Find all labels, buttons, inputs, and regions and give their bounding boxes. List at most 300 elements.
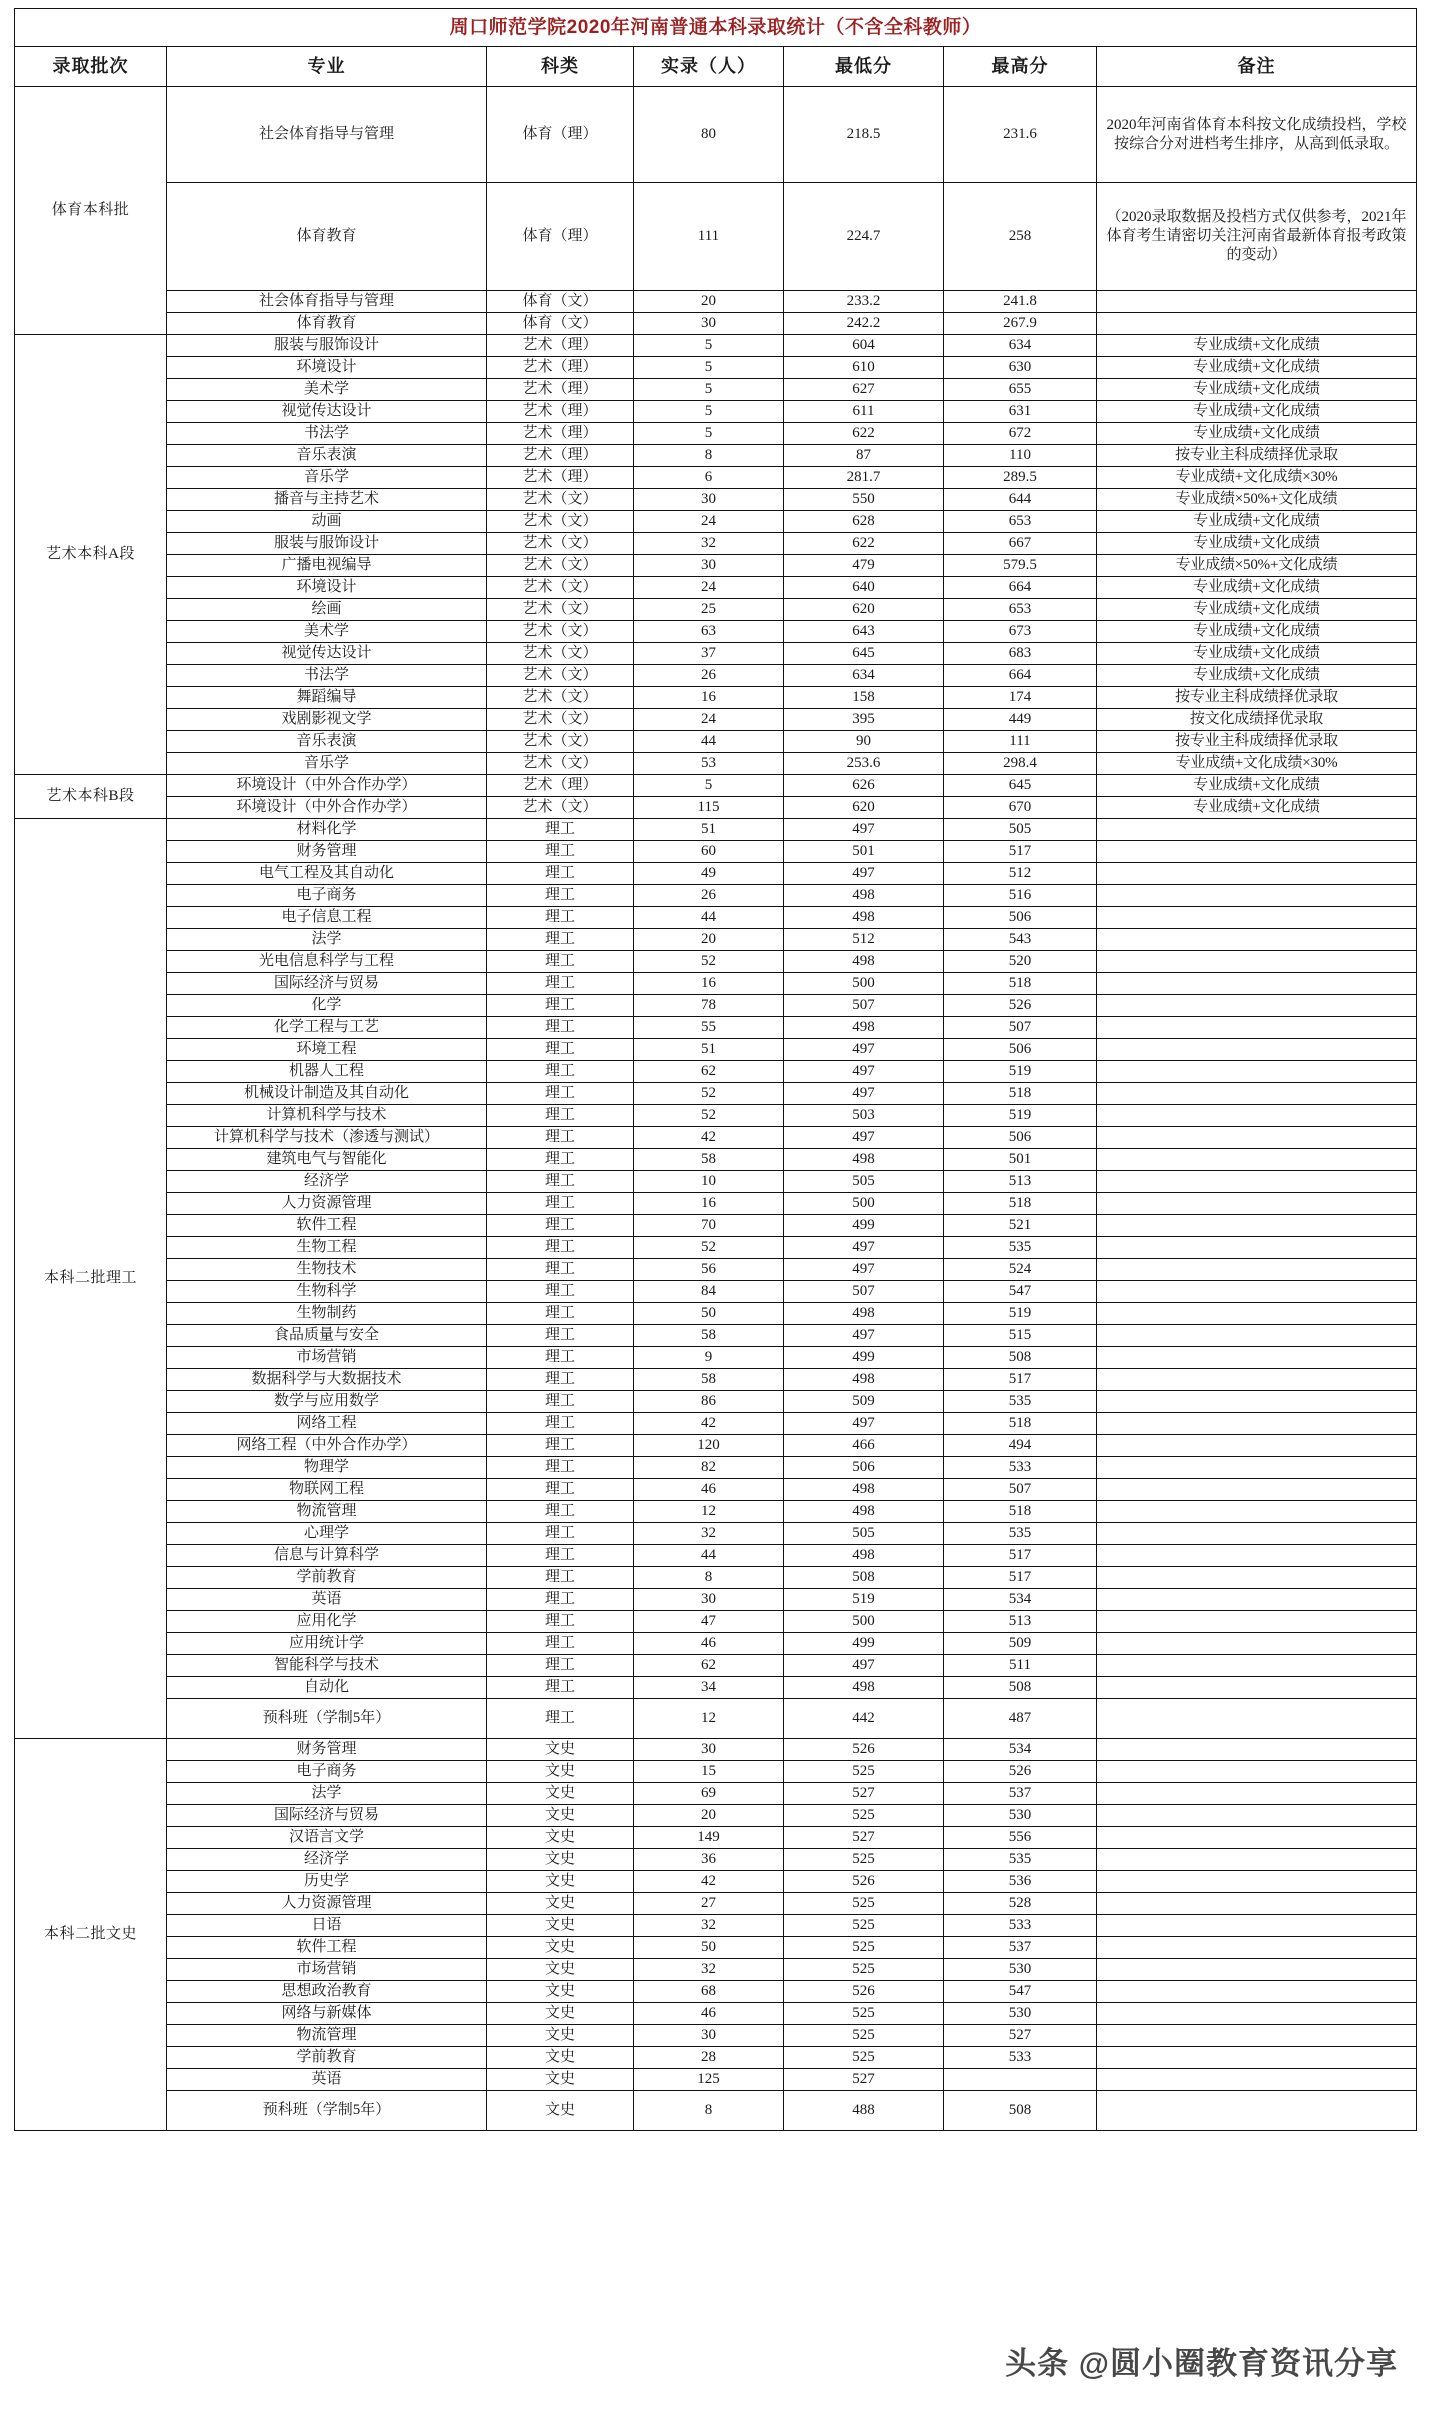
max-score-cell: 533	[944, 1457, 1097, 1479]
table-row	[15, 863, 1417, 885]
admission-statistics-table	[14, 8, 1417, 2131]
enrolled-cell: 30	[634, 489, 784, 511]
column-header-min-score: 最低分	[784, 47, 944, 87]
enrolled-cell: 8	[634, 445, 784, 467]
max-score-cell: 517	[944, 1369, 1097, 1391]
remark-cell: 专业成绩×50%+文化成绩	[1097, 489, 1417, 511]
enrolled-cell: 12	[634, 1501, 784, 1523]
enrolled-cell: 44	[634, 731, 784, 753]
remark-cell	[1097, 2091, 1417, 2131]
major-cell: 化学	[167, 995, 487, 1017]
max-score-cell: 547	[944, 1281, 1097, 1303]
major-cell: 财务管理	[167, 1739, 487, 1761]
category-cell: 文史	[487, 1827, 634, 1849]
table-row	[15, 1633, 1417, 1655]
remark-cell	[1097, 1545, 1417, 1567]
min-score-cell: 622	[784, 533, 944, 555]
major-cell: 动画	[167, 511, 487, 533]
enrolled-cell: 5	[634, 357, 784, 379]
max-score-cell: 487	[944, 1699, 1097, 1739]
remark-cell	[1097, 973, 1417, 995]
enrolled-cell: 32	[634, 1523, 784, 1545]
min-score-cell: 498	[784, 1369, 944, 1391]
min-score-cell: 499	[784, 1633, 944, 1655]
min-score-cell: 525	[784, 1805, 944, 1827]
category-cell: 理工	[487, 1039, 634, 1061]
min-score-cell: 519	[784, 1589, 944, 1611]
min-score-cell: 497	[784, 1259, 944, 1281]
min-score-cell: 610	[784, 357, 944, 379]
max-score-cell: 494	[944, 1435, 1097, 1457]
major-cell: 物理学	[167, 1457, 487, 1479]
major-cell: 美术学	[167, 621, 487, 643]
max-score-cell: 534	[944, 1739, 1097, 1761]
max-score-cell: 645	[944, 775, 1097, 797]
remark-cell	[1097, 1633, 1417, 1655]
remark-cell	[1097, 1303, 1417, 1325]
remark-cell	[1097, 1567, 1417, 1589]
category-cell: 艺术（理）	[487, 775, 634, 797]
category-cell: 理工	[487, 1171, 634, 1193]
remark-cell	[1097, 1611, 1417, 1633]
remark-cell: 按文化成绩择优录取	[1097, 709, 1417, 731]
remark-cell: 按专业主科成绩择优录取	[1097, 687, 1417, 709]
category-cell: 理工	[487, 1281, 634, 1303]
page-title: 周口师范学院2020年河南普通本科录取统计（不含全科教师）	[449, 16, 982, 38]
category-cell: 艺术（理）	[487, 379, 634, 401]
remark-cell	[1097, 1391, 1417, 1413]
major-cell: 建筑电气与智能化	[167, 1149, 487, 1171]
enrolled-cell: 5	[634, 423, 784, 445]
category-cell: 理工	[487, 1259, 634, 1281]
min-score-cell: 505	[784, 1171, 944, 1193]
remark-cell	[1097, 1937, 1417, 1959]
enrolled-cell: 24	[634, 709, 784, 731]
max-score-cell: 520	[944, 951, 1097, 973]
max-score-cell: 630	[944, 357, 1097, 379]
min-score-cell: 526	[784, 1981, 944, 2003]
category-cell: 艺术（文）	[487, 533, 634, 555]
column-header-max-score: 最高分	[944, 47, 1097, 87]
table-row	[15, 1215, 1417, 1237]
category-cell: 文史	[487, 1783, 634, 1805]
major-cell: 自动化	[167, 1677, 487, 1699]
major-cell: 智能科学与技术	[167, 1655, 487, 1677]
remark-cell: 专业成绩+文化成绩	[1097, 577, 1417, 599]
major-cell: 市场营销	[167, 1347, 487, 1369]
category-cell: 文史	[487, 2003, 634, 2025]
table-row	[15, 731, 1417, 753]
max-score-cell: 517	[944, 1545, 1097, 1567]
min-score-cell: 643	[784, 621, 944, 643]
major-cell: 数学与应用数学	[167, 1391, 487, 1413]
major-cell: 材料化学	[167, 819, 487, 841]
max-score-cell: 670	[944, 797, 1097, 819]
enrolled-cell: 50	[634, 1937, 784, 1959]
remark-cell	[1097, 1699, 1417, 1739]
table-row	[15, 665, 1417, 687]
enrolled-cell: 12	[634, 1699, 784, 1739]
major-cell: 机器人工程	[167, 1061, 487, 1083]
min-score-cell: 525	[784, 2047, 944, 2069]
remark-cell	[1097, 1783, 1417, 1805]
remark-cell	[1097, 885, 1417, 907]
category-cell: 理工	[487, 1677, 634, 1699]
major-cell: 音乐表演	[167, 731, 487, 753]
min-score-cell: 497	[784, 1083, 944, 1105]
max-score-cell: 533	[944, 1915, 1097, 1937]
table-row	[15, 1457, 1417, 1479]
category-cell: 理工	[487, 1523, 634, 1545]
category-cell: 理工	[487, 1237, 634, 1259]
max-score-cell: 267.9	[944, 313, 1097, 335]
column-header-batch: 录取批次	[15, 47, 167, 87]
table-row	[15, 1501, 1417, 1523]
major-cell: 社会体育指导与管理	[167, 87, 487, 183]
min-score-cell: 466	[784, 1435, 944, 1457]
watermark: 头条 @圆小圈教育资讯分享	[1005, 2346, 1398, 2381]
min-score-cell: 233.2	[784, 291, 944, 313]
table-row	[15, 885, 1417, 907]
remark-cell	[1097, 1347, 1417, 1369]
major-cell: 社会体育指导与管理	[167, 291, 487, 313]
min-score-cell: 503	[784, 1105, 944, 1127]
table-row	[15, 2069, 1417, 2091]
major-cell: 电子商务	[167, 885, 487, 907]
enrolled-cell: 63	[634, 621, 784, 643]
enrolled-cell: 28	[634, 2047, 784, 2069]
min-score-cell: 499	[784, 1215, 944, 1237]
major-cell: 舞蹈编导	[167, 687, 487, 709]
remark-cell	[1097, 1589, 1417, 1611]
enrolled-cell: 26	[634, 885, 784, 907]
table-row	[15, 1325, 1417, 1347]
major-cell: 环境设计	[167, 577, 487, 599]
table-row	[15, 2003, 1417, 2025]
min-score-cell: 620	[784, 599, 944, 621]
min-score-cell: 611	[784, 401, 944, 423]
remark-cell	[1097, 1061, 1417, 1083]
min-score-cell: 498	[784, 1677, 944, 1699]
major-cell: 预科班（学制5年）	[167, 2091, 487, 2131]
min-score-cell: 498	[784, 1545, 944, 1567]
category-cell: 文史	[487, 1739, 634, 1761]
category-cell: 文史	[487, 1761, 634, 1783]
remark-cell: 专业成绩+文化成绩	[1097, 423, 1417, 445]
min-score-cell: 497	[784, 863, 944, 885]
major-cell: 英语	[167, 1589, 487, 1611]
table-row	[15, 1545, 1417, 1567]
table-row	[15, 2047, 1417, 2069]
enrolled-cell: 120	[634, 1435, 784, 1457]
enrolled-cell: 36	[634, 1849, 784, 1871]
enrolled-cell: 32	[634, 1915, 784, 1937]
category-cell: 理工	[487, 1215, 634, 1237]
major-cell: 历史学	[167, 1871, 487, 1893]
table-row	[15, 1611, 1417, 1633]
category-cell: 理工	[487, 1347, 634, 1369]
remark-cell	[1097, 1655, 1417, 1677]
min-score-cell: 497	[784, 819, 944, 841]
remark-cell	[1097, 1893, 1417, 1915]
remark-cell: 专业成绩+文化成绩	[1097, 797, 1417, 819]
table-row	[15, 423, 1417, 445]
major-cell: 思想政治教育	[167, 1981, 487, 2003]
min-score-cell: 508	[784, 1567, 944, 1589]
table-row	[15, 1739, 1417, 1761]
table-row	[15, 753, 1417, 775]
major-cell: 英语	[167, 2069, 487, 2091]
enrolled-cell: 42	[634, 1413, 784, 1435]
min-score-cell: 90	[784, 731, 944, 753]
remark-cell	[1097, 1849, 1417, 1871]
min-score-cell: 507	[784, 995, 944, 1017]
remark-cell	[1097, 1215, 1417, 1237]
major-cell: 人力资源管理	[167, 1893, 487, 1915]
major-cell: 音乐表演	[167, 445, 487, 467]
table-row	[15, 1127, 1417, 1149]
remark-cell	[1097, 291, 1417, 313]
table-row	[15, 599, 1417, 621]
remark-cell	[1097, 1959, 1417, 1981]
category-cell: 艺术（理）	[487, 335, 634, 357]
enrolled-cell: 58	[634, 1369, 784, 1391]
max-score-cell: 519	[944, 1061, 1097, 1083]
category-cell: 理工	[487, 863, 634, 885]
major-cell: 书法学	[167, 423, 487, 445]
category-cell: 艺术（文）	[487, 731, 634, 753]
table-row	[15, 819, 1417, 841]
major-cell: 学前教育	[167, 1567, 487, 1589]
enrolled-cell: 34	[634, 1677, 784, 1699]
category-cell: 文史	[487, 1805, 634, 1827]
category-cell: 理工	[487, 1193, 634, 1215]
category-cell: 艺术（理）	[487, 423, 634, 445]
table-row	[15, 1259, 1417, 1281]
major-cell: 心理学	[167, 1523, 487, 1545]
min-score-cell: 500	[784, 973, 944, 995]
enrolled-cell: 15	[634, 1761, 784, 1783]
table-row	[15, 1981, 1417, 2003]
enrolled-cell: 56	[634, 1259, 784, 1281]
category-cell: 艺术（理）	[487, 401, 634, 423]
remark-cell: 专业成绩+文化成绩	[1097, 511, 1417, 533]
major-cell: 网络工程	[167, 1413, 487, 1435]
max-score-cell: 518	[944, 1083, 1097, 1105]
table-row	[15, 313, 1417, 335]
category-cell: 理工	[487, 1567, 634, 1589]
min-score-cell: 645	[784, 643, 944, 665]
table-row	[15, 1677, 1417, 1699]
category-cell: 理工	[487, 1545, 634, 1567]
max-score-cell: 664	[944, 577, 1097, 599]
min-score-cell: 498	[784, 1017, 944, 1039]
max-score-cell: 528	[944, 1893, 1097, 1915]
batch-cell: 本科二批文史	[15, 1739, 167, 2131]
max-score-cell: 241.8	[944, 291, 1097, 313]
batch-cell: 艺术本科B段	[15, 775, 167, 819]
max-score-cell: 524	[944, 1259, 1097, 1281]
enrolled-cell: 46	[634, 1633, 784, 1655]
min-score-cell: 525	[784, 1849, 944, 1871]
max-score-cell: 518	[944, 1193, 1097, 1215]
min-score-cell: 634	[784, 665, 944, 687]
table-row	[15, 797, 1417, 819]
enrolled-cell: 68	[634, 1981, 784, 2003]
remark-cell	[1097, 313, 1417, 335]
category-cell: 艺术（文）	[487, 709, 634, 731]
min-score-cell: 627	[784, 379, 944, 401]
min-score-cell: 253.6	[784, 753, 944, 775]
table-row	[15, 687, 1417, 709]
enrolled-cell: 44	[634, 1545, 784, 1567]
max-score-cell: 508	[944, 1347, 1097, 1369]
major-cell: 视觉传达设计	[167, 401, 487, 423]
major-cell: 机械设计制造及其自动化	[167, 1083, 487, 1105]
enrolled-cell: 62	[634, 1061, 784, 1083]
enrolled-cell: 50	[634, 1303, 784, 1325]
major-cell: 市场营销	[167, 1959, 487, 1981]
table-row	[15, 709, 1417, 731]
remark-cell: 专业成绩×50%+文化成绩	[1097, 555, 1417, 577]
enrolled-cell: 32	[634, 533, 784, 555]
enrolled-cell: 53	[634, 753, 784, 775]
max-score-cell: 653	[944, 599, 1097, 621]
min-score-cell: 628	[784, 511, 944, 533]
max-score-cell: 535	[944, 1849, 1097, 1871]
table-row	[15, 1193, 1417, 1215]
major-cell: 体育教育	[167, 313, 487, 335]
column-header-major: 专业	[167, 47, 487, 87]
category-cell: 体育（理）	[487, 87, 634, 183]
min-score-cell: 224.7	[784, 183, 944, 291]
major-cell: 软件工程	[167, 1937, 487, 1959]
min-score-cell: 498	[784, 1501, 944, 1523]
max-score-cell: 537	[944, 1937, 1097, 1959]
min-score-cell: 497	[784, 1413, 944, 1435]
max-score-cell: 526	[944, 1761, 1097, 1783]
table-row	[15, 1699, 1417, 1739]
max-score-cell: 508	[944, 2091, 1097, 2131]
major-cell: 绘画	[167, 599, 487, 621]
table-row	[15, 183, 1417, 291]
major-cell: 网络工程（中外合作办学）	[167, 1435, 487, 1457]
category-cell: 体育（文）	[487, 291, 634, 313]
major-cell: 环境设计（中外合作办学）	[167, 797, 487, 819]
min-score-cell: 525	[784, 1761, 944, 1783]
table-header-row	[15, 47, 1417, 87]
table-row	[15, 511, 1417, 533]
max-score-cell: 533	[944, 2047, 1097, 2069]
category-cell: 文史	[487, 2069, 634, 2091]
max-score-cell: 518	[944, 1413, 1097, 1435]
category-cell: 理工	[487, 1369, 634, 1391]
min-score-cell: 498	[784, 1303, 944, 1325]
enrolled-cell: 30	[634, 1739, 784, 1761]
enrolled-cell: 42	[634, 1127, 784, 1149]
min-score-cell: 525	[784, 1937, 944, 1959]
category-cell: 理工	[487, 819, 634, 841]
table-row	[15, 1849, 1417, 1871]
category-cell: 理工	[487, 1325, 634, 1347]
enrolled-cell: 47	[634, 1611, 784, 1633]
max-score-cell: 231.6	[944, 87, 1097, 183]
enrolled-cell: 30	[634, 1589, 784, 1611]
max-score-cell: 507	[944, 1479, 1097, 1501]
enrolled-cell: 5	[634, 335, 784, 357]
remark-cell: 专业成绩+文化成绩×30%	[1097, 467, 1417, 489]
category-cell: 理工	[487, 995, 634, 1017]
major-cell: 书法学	[167, 665, 487, 687]
max-score-cell: 634	[944, 335, 1097, 357]
title-cell	[15, 9, 1417, 47]
enrolled-cell: 52	[634, 1083, 784, 1105]
table-row	[15, 1871, 1417, 1893]
category-cell: 文史	[487, 1871, 634, 1893]
category-cell: 文史	[487, 1893, 634, 1915]
max-score-cell: 536	[944, 1871, 1097, 1893]
category-cell: 艺术（文）	[487, 599, 634, 621]
column-header-enrolled: 实录（人）	[634, 47, 784, 87]
category-cell: 艺术（文）	[487, 687, 634, 709]
major-cell: 国际经济与贸易	[167, 1805, 487, 1827]
min-score-cell: 525	[784, 1893, 944, 1915]
table-row	[15, 1391, 1417, 1413]
min-score-cell: 620	[784, 797, 944, 819]
remark-cell	[1097, 1281, 1417, 1303]
table-row	[15, 1303, 1417, 1325]
min-score-cell: 497	[784, 1237, 944, 1259]
remark-note-cell: （2020录取数据及投档方式仅供参考，2021年体育考生请密切关注河南省最新体育报考政策的变动）	[1097, 183, 1417, 291]
enrolled-cell: 70	[634, 1215, 784, 1237]
major-cell: 数据科学与大数据技术	[167, 1369, 487, 1391]
table-body	[15, 9, 1417, 2131]
table-row	[15, 995, 1417, 1017]
enrolled-cell: 46	[634, 2003, 784, 2025]
min-score-cell: 526	[784, 1871, 944, 1893]
major-cell: 软件工程	[167, 1215, 487, 1237]
category-cell: 艺术（文）	[487, 753, 634, 775]
table-row	[15, 1435, 1417, 1457]
remark-cell	[1097, 1413, 1417, 1435]
category-cell: 理工	[487, 1435, 634, 1457]
category-cell: 文史	[487, 1937, 634, 1959]
enrolled-cell: 8	[634, 2091, 784, 2131]
category-cell: 理工	[487, 1061, 634, 1083]
min-score-cell: 488	[784, 2091, 944, 2131]
enrolled-cell: 37	[634, 643, 784, 665]
major-cell: 美术学	[167, 379, 487, 401]
remark-cell	[1097, 907, 1417, 929]
max-score-cell: 653	[944, 511, 1097, 533]
remark-cell	[1097, 1827, 1417, 1849]
max-score-cell: 509	[944, 1633, 1097, 1655]
remark-cell	[1097, 1083, 1417, 1105]
max-score-cell: 174	[944, 687, 1097, 709]
min-score-cell: 498	[784, 951, 944, 973]
category-cell: 文史	[487, 1959, 634, 1981]
enrolled-cell: 8	[634, 1567, 784, 1589]
category-cell: 理工	[487, 1149, 634, 1171]
max-score-cell: 506	[944, 1127, 1097, 1149]
enrolled-cell: 25	[634, 599, 784, 621]
remark-cell: 按专业主科成绩择优录取	[1097, 445, 1417, 467]
table-row	[15, 775, 1417, 797]
category-cell: 理工	[487, 1655, 634, 1677]
max-score-cell: 512	[944, 863, 1097, 885]
table-row	[15, 379, 1417, 401]
max-score-cell: 505	[944, 819, 1097, 841]
